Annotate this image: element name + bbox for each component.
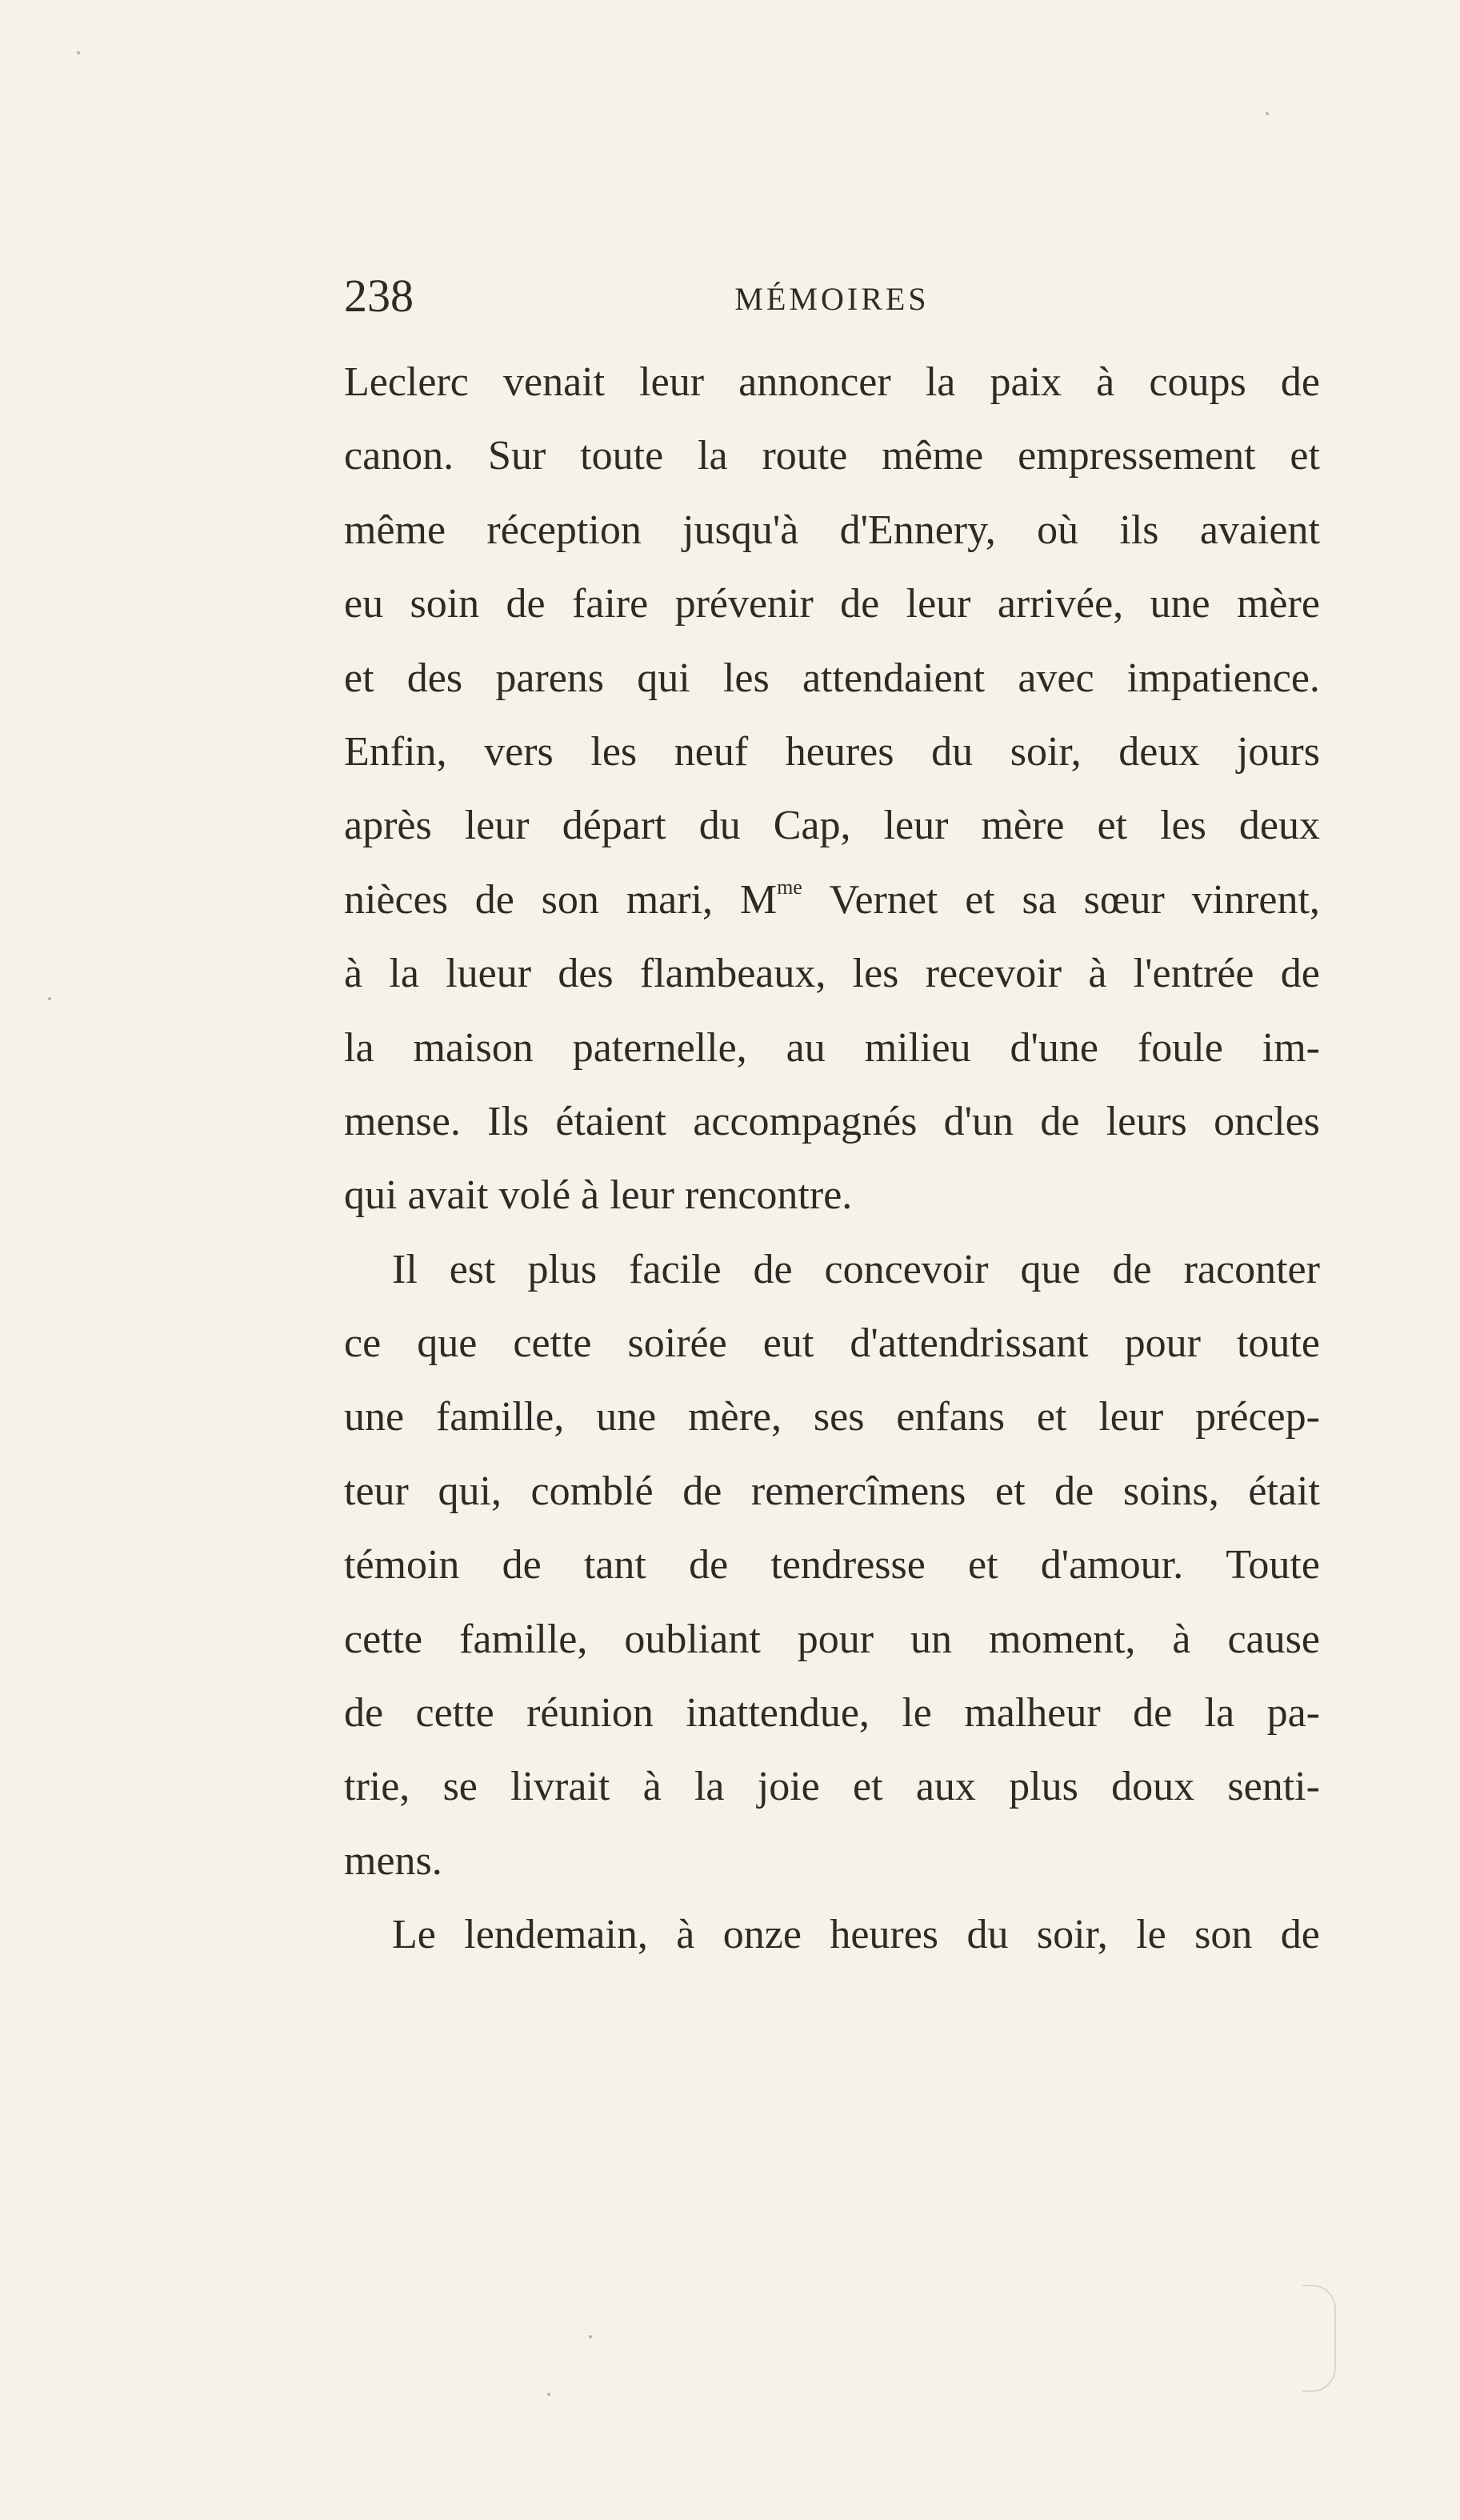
word: $M^{me}$ (739, 875, 802, 923)
word: mense. (344, 1098, 461, 1144)
word: de (1280, 951, 1320, 997)
word: avec (1018, 655, 1094, 701)
body-text (344, 346, 1320, 1973)
word: heures (785, 728, 894, 775)
word: réception (486, 507, 642, 553)
word: annoncer (738, 359, 891, 405)
word: la (344, 1024, 374, 1071)
word: soin (410, 581, 480, 627)
word: leur (906, 581, 971, 627)
word: famille, (435, 1394, 565, 1440)
word: Sur (488, 433, 546, 479)
word: les (722, 655, 770, 701)
word: eu (344, 581, 384, 627)
word: oncles (1214, 1098, 1320, 1144)
word: qui, (438, 1468, 502, 1514)
text-line-8 (344, 863, 1320, 937)
word: doux (1111, 1764, 1195, 1810)
word: pour (1124, 1320, 1201, 1367)
word: à (344, 951, 363, 997)
word: un (910, 1616, 953, 1662)
word: cette (415, 1690, 494, 1737)
word: parens (495, 655, 605, 701)
word: livrait (510, 1764, 610, 1810)
paper-speck (547, 2393, 550, 2396)
word: comblé (530, 1468, 654, 1514)
word: et (1097, 803, 1128, 849)
word: leur (883, 803, 949, 849)
word: oubliant (624, 1616, 761, 1662)
word: lendemain, (464, 1912, 648, 1958)
word: mère (981, 803, 1065, 849)
word: même (882, 433, 984, 479)
word: cause (1227, 1616, 1320, 1662)
word: que (417, 1320, 478, 1367)
word: et (853, 1764, 883, 1810)
word: toute (580, 433, 664, 479)
word: cette (344, 1616, 423, 1662)
running-head: MÉMOIRES (734, 281, 930, 317)
text-line-19 (344, 1677, 1320, 1750)
word: plus (1009, 1764, 1078, 1810)
word: trie, (344, 1764, 410, 1810)
word: qui (637, 655, 690, 701)
word: joie (757, 1764, 820, 1810)
word: avaient (1199, 507, 1320, 553)
word: soir, (1010, 728, 1082, 775)
word: soins, (1122, 1468, 1219, 1514)
word: étaient (555, 1098, 666, 1144)
word: de (344, 1690, 384, 1737)
word: Cap, (773, 803, 851, 849)
text-line-14 (344, 1307, 1320, 1380)
word: flambeaux, (639, 951, 826, 997)
word: à (1096, 359, 1115, 405)
text-line-10 (344, 1012, 1320, 1085)
word: Il (392, 1246, 418, 1292)
word: coups (1149, 359, 1246, 405)
word: Le (392, 1912, 436, 1958)
superscript: me (777, 875, 802, 899)
text-line-17 (344, 1528, 1320, 1602)
text-line-9 (344, 937, 1320, 1011)
paper-speck (48, 997, 51, 1000)
text-line-1 (344, 346, 1320, 419)
word: jusqu'à (682, 507, 799, 553)
word: se (442, 1764, 478, 1810)
word: mari, (626, 876, 714, 923)
word: précep- (1195, 1394, 1320, 1440)
word: inattendue, (686, 1690, 870, 1737)
word: teur (344, 1468, 409, 1514)
word: accompagnés (693, 1098, 918, 1144)
word: neuf (674, 728, 749, 775)
word: une (1150, 581, 1210, 627)
word: leur (1098, 1394, 1164, 1440)
word: et (968, 1542, 998, 1589)
word: maison (413, 1024, 534, 1071)
word: ses (813, 1394, 865, 1440)
word: les (590, 728, 638, 775)
word: heures (830, 1912, 939, 1958)
text-line-20 (344, 1750, 1320, 1824)
word: raconter (1183, 1246, 1320, 1292)
word: paternelle, (572, 1024, 747, 1071)
word: de (474, 876, 514, 923)
word: et (344, 655, 374, 701)
word: de (682, 1468, 722, 1514)
word: des (558, 951, 614, 997)
word: est (449, 1246, 496, 1292)
word: de (502, 1542, 542, 1589)
word: la (1204, 1690, 1235, 1737)
word: à (1172, 1616, 1191, 1662)
word: mère (1236, 581, 1320, 627)
word: et (965, 876, 995, 923)
text-line-3 (344, 494, 1320, 567)
word: une (344, 1394, 405, 1440)
word: était (1248, 1468, 1320, 1514)
word: sœur (1083, 876, 1165, 923)
word: de (506, 581, 546, 627)
word: deux (1118, 728, 1200, 775)
word: Leclerc (344, 359, 469, 405)
word: à (676, 1912, 695, 1958)
word: d'une (1010, 1024, 1098, 1071)
word: à (1088, 951, 1107, 997)
word: du (966, 1912, 1009, 1958)
word: paix (990, 359, 1062, 405)
word: facile (629, 1246, 722, 1292)
paper-speck (1266, 112, 1269, 115)
word: senti- (1227, 1764, 1320, 1810)
word: du (698, 803, 741, 849)
word: foule (1137, 1024, 1223, 1071)
word: famille, (459, 1616, 588, 1662)
text-line-16 (344, 1455, 1320, 1528)
word: la (698, 433, 728, 479)
word: départ (562, 803, 666, 849)
word: les (1160, 803, 1206, 849)
word: leur (464, 803, 530, 849)
word: et (1290, 433, 1320, 479)
word: onze (722, 1912, 802, 1958)
word: d'attendrissant (850, 1320, 1089, 1367)
text-line-22 (344, 1898, 1320, 1972)
paper-speck (77, 51, 80, 54)
text-line-13 (344, 1233, 1320, 1307)
word: de (1054, 1468, 1094, 1514)
word: d'amour. (1040, 1542, 1184, 1589)
word: de (1280, 1912, 1320, 1958)
word: pour (797, 1616, 874, 1662)
text-line-21 (344, 1825, 1320, 1898)
word: qui avait volé à leur rencontre. (344, 1172, 853, 1219)
word: son (1194, 1912, 1253, 1958)
word: une (596, 1394, 657, 1440)
word: que (1020, 1246, 1081, 1292)
word: canon. (344, 433, 454, 479)
page-header (344, 264, 1320, 328)
word: à (642, 1764, 662, 1810)
word: soir, (1036, 1912, 1108, 1958)
word: d'Ennery, (839, 507, 996, 553)
word: où (1037, 507, 1079, 553)
word: im- (1262, 1024, 1320, 1071)
word: ils (1119, 507, 1159, 553)
word: empressement (1018, 433, 1256, 479)
word: Ils (487, 1098, 530, 1144)
word: concevoir (824, 1246, 989, 1292)
text-line-4 (344, 567, 1320, 641)
word: de (753, 1246, 793, 1292)
word: témoin (344, 1542, 460, 1589)
word: et (1036, 1394, 1067, 1440)
text-line-2 (344, 419, 1320, 493)
word: de (840, 581, 880, 627)
word: réunion (526, 1690, 654, 1737)
word: mens. (344, 1837, 442, 1884)
word: remercîmens (750, 1468, 966, 1514)
word: arrivée, (997, 581, 1124, 627)
word: Toute (1226, 1542, 1320, 1589)
text-line-11 (344, 1085, 1320, 1159)
word: deux (1238, 803, 1320, 849)
text-line-6 (344, 715, 1320, 789)
word: les (852, 951, 899, 997)
word: Vernet (829, 876, 938, 923)
word: impatience. (1126, 655, 1320, 701)
word: de (1112, 1246, 1152, 1292)
word: de (1040, 1098, 1080, 1144)
word: malheur (964, 1690, 1101, 1737)
word: le (1136, 1912, 1166, 1958)
word: même (344, 507, 446, 553)
word: d'un (943, 1098, 1014, 1144)
word: cette (513, 1320, 592, 1367)
word: Enfin, (344, 728, 447, 775)
word: l'entrée (1133, 951, 1254, 997)
word: de (689, 1542, 729, 1589)
word: de (1280, 359, 1320, 405)
word: ce (344, 1320, 382, 1367)
word: mère, (688, 1394, 782, 1440)
word: toute (1236, 1320, 1320, 1367)
word: moment, (989, 1616, 1136, 1662)
word: lueur (446, 951, 532, 997)
word: la (925, 359, 956, 405)
word: soirée (627, 1320, 727, 1367)
word: recevoir (925, 951, 1062, 997)
paper-mark (1302, 2285, 1336, 2392)
paper-speck (589, 2335, 592, 2338)
word: route (762, 433, 848, 479)
word: prévenir (674, 581, 814, 627)
word: leurs (1106, 1098, 1187, 1144)
word: et (995, 1468, 1026, 1514)
word: pa- (1266, 1690, 1320, 1737)
word: après (344, 803, 432, 849)
word: de (1133, 1690, 1173, 1737)
word: eut (762, 1320, 814, 1367)
word: enfans (896, 1394, 1006, 1440)
word: leur (639, 359, 705, 405)
word: vinrent, (1191, 876, 1320, 923)
word: du (931, 728, 974, 775)
word: aux (915, 1764, 976, 1810)
word: des (406, 655, 463, 701)
word: milieu (864, 1024, 971, 1071)
text-line-5 (344, 642, 1320, 715)
page-number: 238 (344, 270, 414, 322)
word: plus (527, 1246, 598, 1292)
text-line-18 (344, 1603, 1320, 1677)
word: son (541, 876, 599, 923)
text-line-15 (344, 1380, 1320, 1454)
word: la (694, 1764, 725, 1810)
word: sa (1022, 876, 1057, 923)
text-line-12 (344, 1159, 1320, 1232)
word: le (902, 1690, 932, 1737)
word: venait (502, 359, 606, 405)
word: tant (583, 1542, 646, 1589)
text-line-7 (344, 789, 1320, 863)
word: au (786, 1024, 826, 1071)
word: tendresse (770, 1542, 926, 1589)
word: jours (1236, 728, 1320, 775)
word: nièces (344, 876, 448, 923)
word: attendaient (802, 655, 986, 701)
word: faire (571, 581, 649, 627)
word: la (389, 951, 419, 997)
word: vers (484, 728, 554, 775)
